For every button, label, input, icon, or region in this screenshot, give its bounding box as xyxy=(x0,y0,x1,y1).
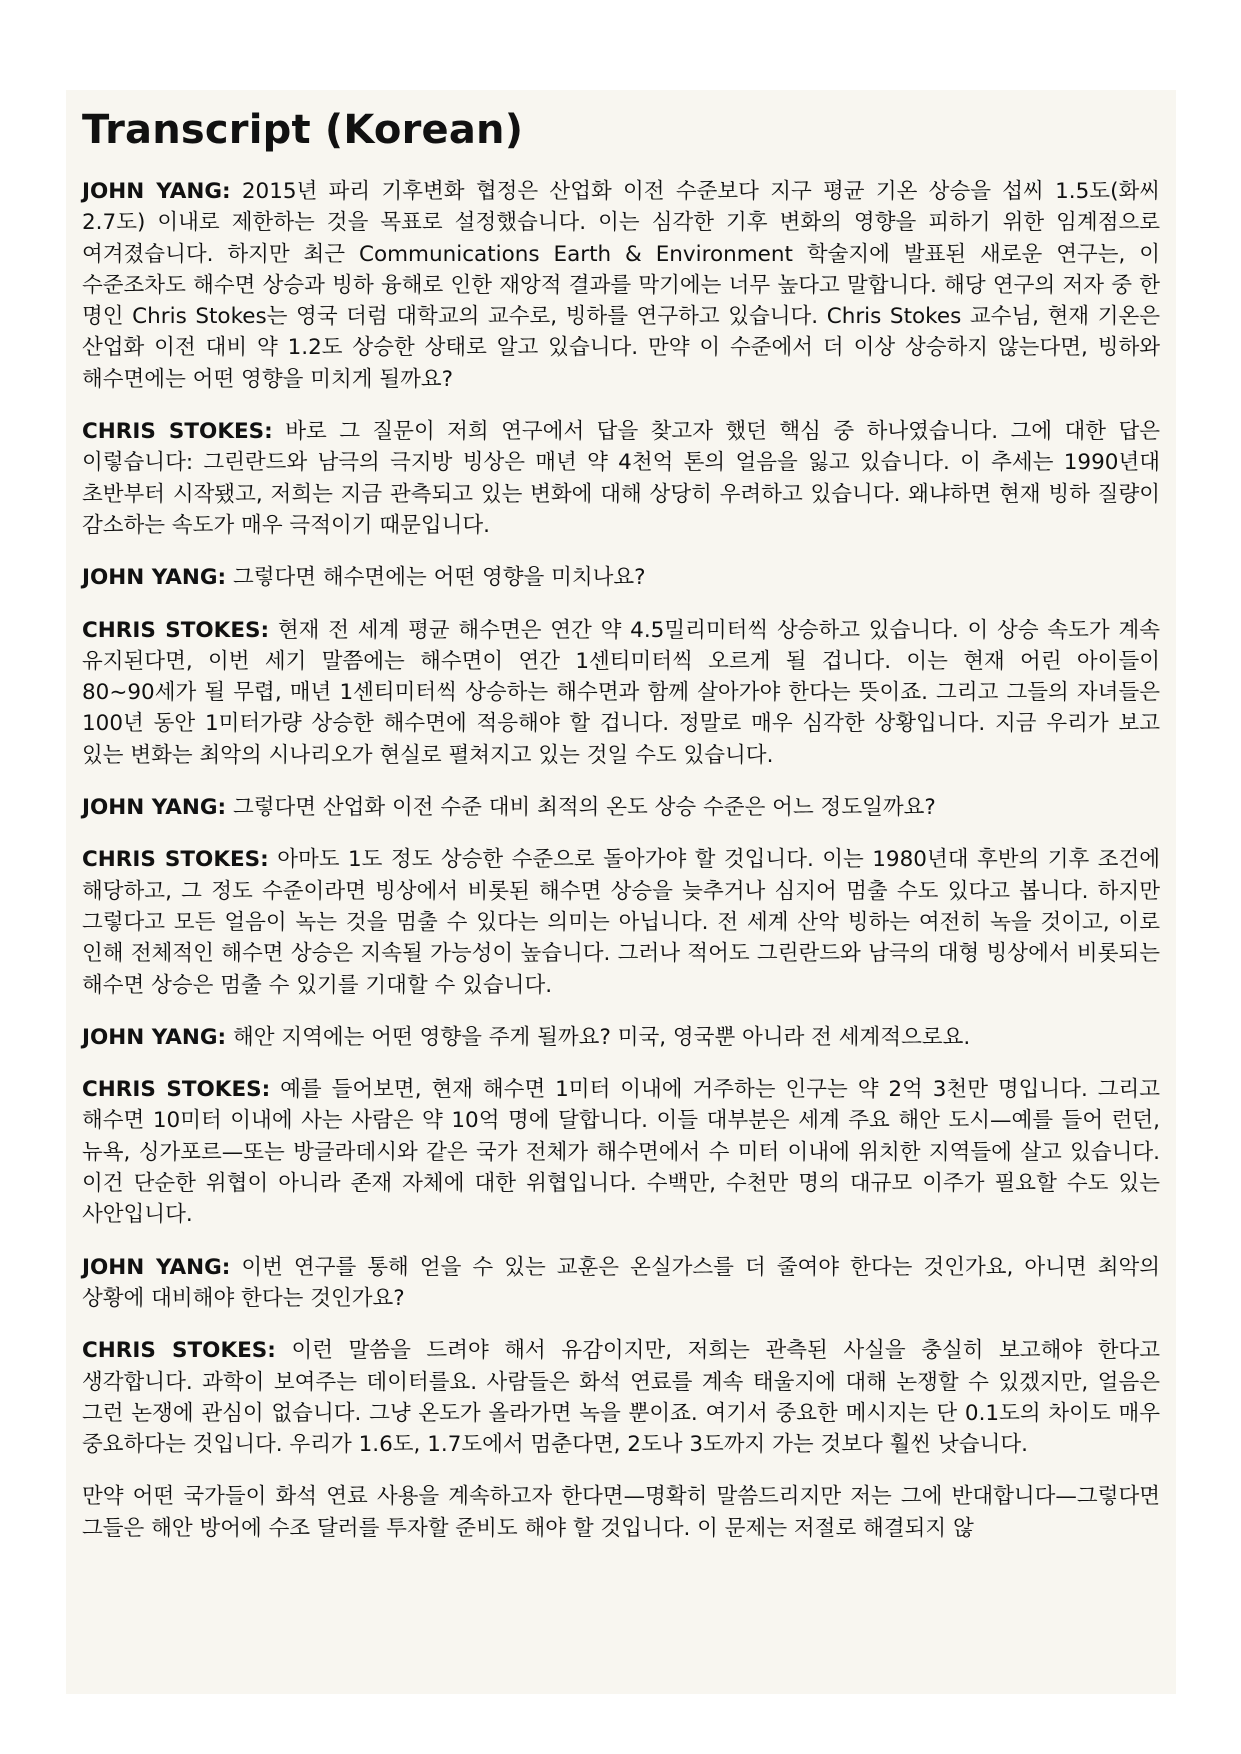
transcript-paragraph xyxy=(82,792,1160,823)
transcript-paragraph xyxy=(82,1335,1160,1460)
speaker-label: CHRIS STOKES: xyxy=(82,617,270,643)
transcript-paragraph xyxy=(82,1481,1160,1544)
transcript-page xyxy=(66,90,1176,1694)
paragraph-text: 아마도 1도 정도 상승한 수준으로 돌아가야 할 것입니다. 이는 1980년대 후반의 기후 조건에 해당하고, 그 정도 수준이라면 빙상에서 비롯된 해수면 상승을 늦추거나 심지어 멈출 수도 있다고 봅니다. 하지만 그렇다고 모든 얼음이 녹는 것을 멈출 수 있다는 의미는 아닙니다. 전 세계 산악 빙하는 여전히 녹을 것이고, 이로 인해 전체적인 해수면 상승은 지속될 가능성이 높습니다. 그러나 적어도 그린란드와 남극의 대형 빙상에서 비롯되는 해수면 상승은 멈출 수 있기를 기대할 수 있습니다. xyxy=(82,847,1160,998)
speaker-label: CHRIS STOKES: xyxy=(82,1338,276,1364)
speaker-label: JOHN YANG: xyxy=(82,795,227,821)
paragraph-text: 그렇다면 해수면에는 어떤 영향을 미치나요? xyxy=(226,565,646,591)
paragraph-text: 해안 지역에는 어떤 영향을 주게 될까요? 미국, 영국뿐 아니라 전 세계적으로요. xyxy=(226,1024,971,1050)
document-title: Transcript (Korean) xyxy=(82,107,524,153)
transcript-paragraph xyxy=(82,844,1160,1000)
speaker-label: CHRIS STOKES: xyxy=(82,419,273,445)
speaker-label: JOHN YANG: xyxy=(82,565,227,591)
transcript-paragraph xyxy=(82,1252,1160,1315)
speaker-label: JOHN YANG: xyxy=(82,1024,227,1050)
paragraph-text: 예를 들어보면, 현재 해수면 1미터 이내에 거주하는 인구는 약 2억 3천만 명입니다. 그리고 해수면 10미터 이내에 사는 사람은 약 10억 명에 달합니다. 이들 대부분은 세계 주요 해안 도시—예를 들어 런던, 뉴욕, 싱가포르—또는 방글라데시와 같은 국가 전체가 해수면에서 수 미터 이내에 위치한 지역들에 살고 있습니다. 이건 단순한 위협이 아니라 존재 자체에 대한 위협입니다. 수백만, 수천만 명의 대규모 이주가 필요할 수도 있는 사안입니다. xyxy=(82,1077,1161,1228)
transcript-paragraph xyxy=(82,615,1160,771)
transcript-paragraph xyxy=(82,1074,1160,1230)
speaker-label: CHRIS STOKES: xyxy=(82,847,269,873)
paragraph-text: 이번 연구를 통해 얻을 수 있는 교훈은 온실가스를 더 줄여야 한다는 것인가요, 아니면 최악의 상황에 대비해야 한다는 것인가요? xyxy=(82,1254,1160,1311)
paragraph-text: 현재 전 세계 평균 해수면은 연간 약 4.5밀리미터씩 상승하고 있습니다. 이 상승 속도가 계속 유지된다면, 이번 세기 말쯤에는 해수면이 연간 1센티미터씩 오르게 될 겁니다. 이는 현재 어린 아이들이 80~90세가 될 무렵, 매년 1센티미터씩 상승하는 해수면과 함께 살아가야 한다는 뜻이죠. 그리고 그들의 자녀들은 100년 동안 1미터가량 상승한 해수면에 적응해야 할 겁니다. 정말로 매우 심각한 상황입니다. 지금 우리가 보고 있는 변화는 최악의 시나리오가 현실로 펼쳐지고 있는 것일 수도 있습니다. xyxy=(82,617,1161,768)
transcript-paragraph xyxy=(82,562,1160,593)
speaker-label: JOHN YANG: xyxy=(82,179,231,204)
paragraph-text: 이런 말씀을 드려야 해서 유감이지만, 저희는 관측된 사실을 충실히 보고해야 한다고 생각합니다. 과학이 보여주는 데이터를요. 사람들은 화석 연료를 계속 태울지에 대해 논쟁할 수 있겠지만, 얼음은 그런 논쟁에 관심이 없습니다. 그냥 온도가 올라가면 녹을 뿐이죠. 여기서 중요한 메시지는 단 0.1도의 차이도 매우 중요하다는 것입니다. 우리가 1.6도, 1.7도에서 멈춘다면, 2도나 3도까지 가는 것보다 훨씬 낫습니다. xyxy=(82,1338,1161,1458)
transcript-paragraph xyxy=(82,416,1160,541)
paragraph-text: 그렇다면 산업화 이전 수준 대비 최적의 온도 상승 수준은 어느 정도일까요? xyxy=(226,795,936,821)
speaker-label: CHRIS STOKES: xyxy=(82,1077,271,1103)
transcript-paragraph xyxy=(82,176,1160,395)
speaker-label: JOHN YANG: xyxy=(82,1254,231,1280)
paragraph-text: 만약 어떤 국가들이 화석 연료 사용을 계속하고자 한다면—명확히 말씀드리지만 저는 그에 반대합니다—그렇다면 그들은 해안 방어에 수조 달러를 투자할 준비도 해야 할 것입니다. 이 문제는 저절로 해결되지 않 xyxy=(82,1484,1160,1541)
transcript-paragraph xyxy=(82,1022,1160,1053)
paragraph-text: 바로 그 질문이 저희 연구에서 답을 찾고자 했던 핵심 중 하나였습니다. 그에 대한 답은 이렇습니다: 그린란드와 남극의 극지방 빙상은 매년 약 4천억 톤의 얼음을 잃고 있습니다. 이 추세는 1990년대 초반부터 시작됐고, 저희는 지금 관측되고 있는 변화에 대해 상당히 우려하고 있습니다. 왜냐하면 현재 빙하 질량이 감소하는 속도가 매우 극적이기 때문입니다. xyxy=(82,419,1160,538)
paragraph-text: 2015년 파리 기후변화 협정은 산업화 이전 수준보다 지구 평균 기온 상승을 섭씨 1.5도(화씨 2.7도) 이내로 제한하는 것을 목표로 설정했습니다. 이는 심각한 기후 변화의 영향을 피하기 위한 임계점으로 여겨졌습니다. 하지만 최근 Communications Earth & Environment 학술지에 발표된 새로운 연구는, 이 수준조차도 해수면 상승과 빙하 융해로 인한 재앙적 결과를 막기에는 너무 높다고 말합니다. 해당 연구의 저자 중 한 명인 Chris Stokes는 영국 더럼 대학교의 교수로, 빙하를 연구하고 있습니다. Chris Stokes 교수님, 현재 기온은 산업화 이전 대비 약 1.2도 상승한 상태로 알고 있습니다. 만약 이 수준에서 더 이상 상승하지 않는다면, 빙하와 해수면에는 어떤 영향을 미치게 될까요? xyxy=(82,179,1160,392)
